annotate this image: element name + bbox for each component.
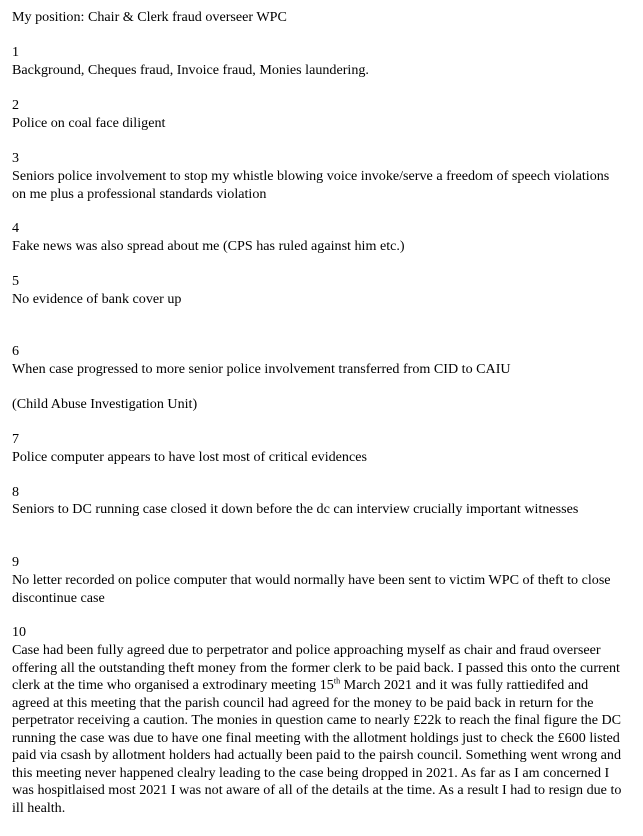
item-number: 6 bbox=[12, 343, 20, 359]
item-text: Police on coal face diligent bbox=[12, 115, 166, 131]
item-number: 5 bbox=[12, 273, 20, 289]
item-number: 4 bbox=[12, 220, 20, 236]
item-text: No evidence of bank cover up bbox=[12, 291, 182, 307]
item-number: 2 bbox=[12, 97, 20, 113]
item-number: 8 bbox=[12, 484, 20, 500]
item-text: Background, Cheques fraud, Invoice fraud, Monies laundering. bbox=[12, 62, 369, 78]
item-number: 1 bbox=[12, 44, 20, 60]
item-text: Seniors police involvement to stop my whistle blowing voice invoke/serve a freedom of speech violations on me plus a professional standards violation bbox=[12, 168, 610, 202]
item-note: (Child Abuse Investigation Unit) bbox=[12, 396, 198, 412]
position-heading: My position: Chair & Clerk fraud overseer WPC bbox=[12, 9, 287, 25]
item-text: Fake news was also spread about me (CPS has ruled against him etc.) bbox=[12, 238, 405, 254]
item-text: No letter recorded on police computer that would normally have been sent to victim WPC of theft to close discontinue case bbox=[12, 572, 611, 606]
item-text-part: March 2021 and it was fully rattiedifed and agreed at this meeting that the parish council had agreed for the money to be paid back in return for the perpetrator receiving a caution. The monies in question came to nearly £22k to reach the final figure the DC running the case was due to have one final meeting with the allotment holdings just to check the £600 listed paid via csash by allotment holders had actually been paid to the pairsh council. Something went wrong and this meeting never happened clealry leading to the case being dropped in 2021. As far as I am concerned I was hospitlaised most 2021 I was not aware of all of the details at the time. As a result I had to resign due to ill health. bbox=[12, 677, 622, 816]
item-text-part: Case had been fully agreed due to perpetrator and police approaching myself as chair and fraud overseer offering all the outstanding theft money from the former clerk to be paid back. I passed this onto the current clerk at the time who organised a extrodinary meeting 15 bbox=[12, 642, 620, 693]
item-number: 9 bbox=[12, 554, 20, 570]
item-number: 10 bbox=[12, 624, 27, 640]
item-text: Police computer appears to have lost most of critical evidences bbox=[12, 449, 367, 465]
date-superscript: th bbox=[333, 676, 341, 686]
item-number: 7 bbox=[12, 431, 20, 447]
item-text: Seniors to DC running case closed it down before the dc can interview crucially important witnesses bbox=[12, 501, 579, 517]
item-text bbox=[12, 642, 624, 817]
item-number: 3 bbox=[12, 150, 20, 166]
item-text: When case progressed to more senior police involvement transferred from CID to CAIU bbox=[12, 361, 511, 377]
